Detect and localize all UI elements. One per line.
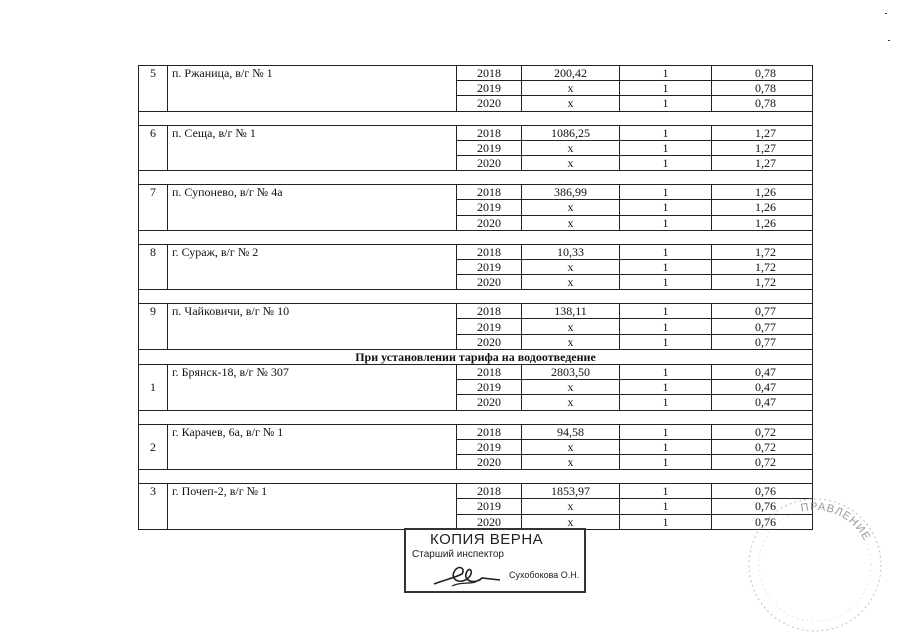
location-name: г. Сураж, в/г № 2 — [168, 244, 457, 290]
rate-cell: 1,72 — [712, 259, 813, 274]
spacer-row — [139, 410, 813, 424]
volume-cell: х — [522, 334, 620, 349]
volume-cell: х — [522, 215, 620, 230]
rate-cell: 0,77 — [712, 334, 813, 349]
rate-cell: 1,27 — [712, 125, 813, 140]
table-row — [139, 244, 813, 259]
year-cell: 2019 — [457, 81, 522, 96]
year-cell: 2018 — [457, 424, 522, 439]
row-number: 9 — [139, 304, 168, 350]
factor-cell: 1 — [620, 439, 712, 454]
rate-cell: 0,72 — [712, 454, 813, 469]
rate-cell: 0,72 — [712, 424, 813, 439]
row-number: 7 — [139, 185, 168, 231]
volume-cell: х — [522, 395, 620, 410]
volume-cell: х — [522, 140, 620, 155]
year-cell: 2019 — [457, 499, 522, 514]
factor-cell: 1 — [620, 140, 712, 155]
year-cell: 2019 — [457, 439, 522, 454]
factor-cell: 1 — [620, 304, 712, 319]
year-cell: 2018 — [457, 125, 522, 140]
factor-cell: 1 — [620, 259, 712, 274]
volume-cell: 200,42 — [522, 66, 620, 81]
table-row — [139, 484, 813, 499]
table-row — [139, 66, 813, 81]
spacer-row — [139, 290, 813, 304]
volume-cell: 138,11 — [522, 304, 620, 319]
rate-cell: 1,26 — [712, 215, 813, 230]
year-cell: 2018 — [457, 185, 522, 200]
year-cell: 2020 — [457, 514, 522, 529]
rate-cell: 1,72 — [712, 244, 813, 259]
volume-cell: 386,99 — [522, 185, 620, 200]
rate-cell: 0,47 — [712, 395, 813, 410]
table-row — [139, 125, 813, 140]
factor-cell: 1 — [620, 275, 712, 290]
factor-cell: 1 — [620, 424, 712, 439]
year-cell: 2019 — [457, 380, 522, 395]
volume-cell: х — [522, 454, 620, 469]
volume-cell: 1086,25 — [522, 125, 620, 140]
year-cell: 2020 — [457, 454, 522, 469]
section-header: При установлении тарифа на водоотведение — [139, 349, 813, 364]
spacer-row — [139, 171, 813, 185]
volume-cell: х — [522, 319, 620, 334]
rate-cell: 0,77 — [712, 319, 813, 334]
year-cell: 2018 — [457, 365, 522, 380]
factor-cell: 1 — [620, 215, 712, 230]
factor-cell: 1 — [620, 499, 712, 514]
scan-speck — [885, 13, 887, 14]
year-cell: 2020 — [457, 96, 522, 111]
rate-cell: 0,76 — [712, 484, 813, 499]
factor-cell: 1 — [620, 96, 712, 111]
factor-cell: 1 — [620, 484, 712, 499]
location-name: п. Ржаница, в/г № 1 — [168, 66, 457, 112]
year-cell: 2020 — [457, 155, 522, 170]
tariff-table — [138, 65, 813, 530]
volume-cell: 94,58 — [522, 424, 620, 439]
round-seal-icon — [740, 485, 890, 635]
row-number: 8 — [139, 244, 168, 290]
year-cell: 2018 — [457, 66, 522, 81]
volume-cell: х — [522, 514, 620, 529]
year-cell: 2018 — [457, 244, 522, 259]
volume-cell: х — [522, 259, 620, 274]
spacer-row — [139, 470, 813, 484]
volume-cell: х — [522, 380, 620, 395]
location-name: п. Супонево, в/г № 4а — [168, 185, 457, 231]
rate-cell: 0,78 — [712, 96, 813, 111]
year-cell: 2020 — [457, 215, 522, 230]
year-cell: 2019 — [457, 140, 522, 155]
stamp-title: КОПИЯ ВЕРНА — [430, 531, 544, 548]
svg-text:ПРАВЛЕНИЕ: ПРАВЛЕНИЕ — [799, 500, 873, 543]
row-number: 1 — [139, 365, 168, 411]
scan-speck — [888, 40, 890, 41]
rate-cell: 0,76 — [712, 514, 813, 529]
rate-cell: 1,27 — [712, 140, 813, 155]
table-row — [139, 424, 813, 439]
year-cell: 2019 — [457, 319, 522, 334]
row-number: 5 — [139, 66, 168, 112]
factor-cell: 1 — [620, 200, 712, 215]
volume-cell: х — [522, 275, 620, 290]
year-cell: 2019 — [457, 259, 522, 274]
factor-cell: 1 — [620, 66, 712, 81]
factor-cell: 1 — [620, 514, 712, 529]
table-row — [139, 185, 813, 200]
rate-cell: 1,72 — [712, 275, 813, 290]
volume-cell: х — [522, 81, 620, 96]
year-cell: 2020 — [457, 275, 522, 290]
spacer-row — [139, 230, 813, 244]
spacer-row — [139, 111, 813, 125]
rate-cell: 0,76 — [712, 499, 813, 514]
row-number: 3 — [139, 484, 168, 530]
location-name: г. Карачев, 6а, в/г № 1 — [168, 424, 457, 470]
factor-cell: 1 — [620, 454, 712, 469]
stamp-signer: Сухобокова О.Н. — [509, 570, 580, 580]
factor-cell: 1 — [620, 334, 712, 349]
rate-cell: 0,78 — [712, 81, 813, 96]
certified-copy-stamp — [404, 528, 586, 593]
volume-cell: 1853,97 — [522, 484, 620, 499]
row-number: 2 — [139, 424, 168, 470]
year-cell: 2020 — [457, 334, 522, 349]
signature-icon — [432, 560, 502, 590]
factor-cell: 1 — [620, 81, 712, 96]
rate-cell: 1,26 — [712, 200, 813, 215]
volume-cell: х — [522, 439, 620, 454]
factor-cell: 1 — [620, 395, 712, 410]
volume-cell: х — [522, 499, 620, 514]
year-cell: 2018 — [457, 304, 522, 319]
factor-cell: 1 — [620, 319, 712, 334]
table-row — [139, 304, 813, 319]
location-name: п. Чайковичи, в/г № 10 — [168, 304, 457, 350]
rate-cell: 0,47 — [712, 365, 813, 380]
rate-cell: 0,47 — [712, 380, 813, 395]
volume-cell: х — [522, 200, 620, 215]
location-name: г. Брянск-18, в/г № 307 — [168, 365, 457, 411]
factor-cell: 1 — [620, 380, 712, 395]
factor-cell: 1 — [620, 244, 712, 259]
rate-cell: 1,27 — [712, 155, 813, 170]
factor-cell: 1 — [620, 365, 712, 380]
rate-cell: 1,26 — [712, 185, 813, 200]
table-row — [139, 365, 813, 380]
location-name: г. Почеп-2, в/г № 1 — [168, 484, 457, 530]
rate-cell: 0,72 — [712, 439, 813, 454]
factor-cell: 1 — [620, 125, 712, 140]
factor-cell: 1 — [620, 185, 712, 200]
stamp-position: Старший инспектор — [412, 549, 504, 560]
volume-cell: 2803,50 — [522, 365, 620, 380]
volume-cell: х — [522, 155, 620, 170]
location-name: п. Сеща, в/г № 1 — [168, 125, 457, 171]
volume-cell: 10,33 — [522, 244, 620, 259]
section-header-row — [139, 349, 813, 364]
rate-cell: 0,77 — [712, 304, 813, 319]
row-number: 6 — [139, 125, 168, 171]
year-cell: 2019 — [457, 200, 522, 215]
year-cell: 2020 — [457, 395, 522, 410]
year-cell: 2018 — [457, 484, 522, 499]
factor-cell: 1 — [620, 155, 712, 170]
rate-cell: 0,78 — [712, 66, 813, 81]
volume-cell: х — [522, 96, 620, 111]
